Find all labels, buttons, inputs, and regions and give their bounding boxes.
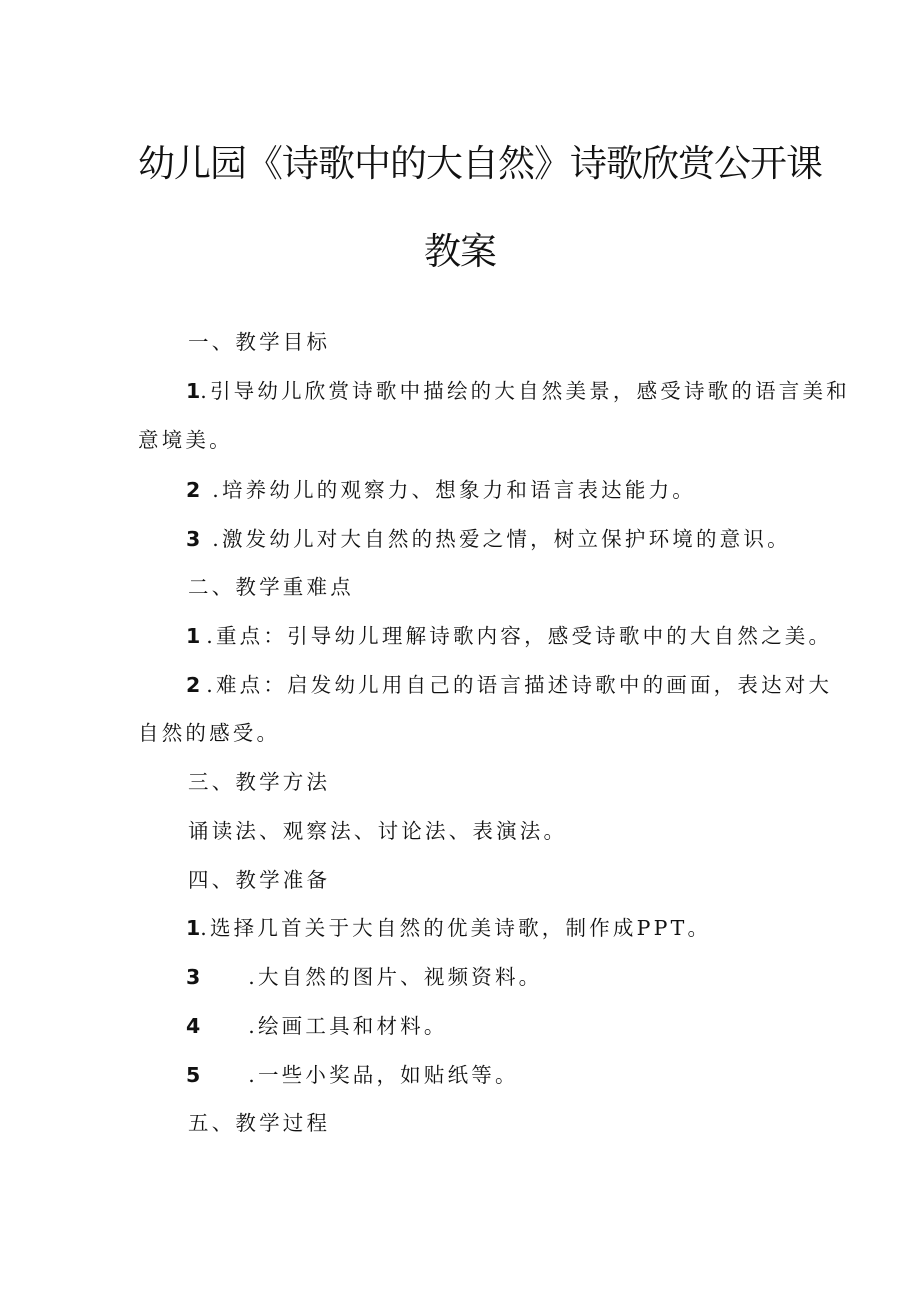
item-text: .选择几首关于大自然的优美诗歌，制作成PPT。 (200, 916, 712, 940)
section-4-item-2 (186, 962, 542, 992)
item-number: 1 (186, 624, 201, 648)
item-text: .难点：启发幼儿用自己的语言描述诗歌中的画面，表达对大 (206, 673, 833, 697)
section-3-heading: 三、教学方法 (188, 770, 331, 794)
section-3-text: 诵读法、观察法、讨论法、表演法。 (188, 819, 568, 843)
section-2-item-2-continuation: 自然的感受。 (138, 721, 281, 745)
section-2-item-2 (186, 670, 832, 700)
section-1-item-3 (186, 524, 791, 554)
item-number: 2 (186, 673, 201, 697)
item-text: .大自然的图片、视频资料。 (248, 965, 543, 989)
section-4-item-1 (186, 913, 711, 943)
section-1-item-1 (186, 376, 850, 406)
item-text: .激发幼儿对大自然的热爱之情，树立保护环境的意识。 (212, 527, 791, 551)
item-text: .一些小奖品，如贴纸等。 (248, 1063, 519, 1087)
item-text: .重点：引导幼儿理解诗歌内容，感受诗歌中的大自然之美。 (206, 624, 833, 648)
section-1-item-1-continuation: 意境美。 (138, 428, 233, 452)
section-1-item-2 (186, 475, 696, 505)
item-text: .绘画工具和材料。 (248, 1014, 448, 1038)
document-title-line-1: 幼儿园《诗歌中的大自然》诗歌欣赏公开课 (138, 142, 822, 185)
item-number: 4 (186, 1014, 201, 1038)
document-title-line-2: 教案 (424, 230, 496, 273)
item-number: 3 (186, 965, 201, 989)
section-5-heading: 五、教学过程 (188, 1111, 331, 1135)
item-number: 3 (186, 527, 201, 551)
item-text: .培养幼儿的观察力、想象力和语言表达能力。 (212, 478, 696, 502)
item-number: 1 (186, 916, 201, 940)
section-4-item-3 (186, 1011, 448, 1041)
section-2-item-1 (186, 621, 832, 651)
item-text: .引导幼儿欣赏诗歌中描绘的大自然美景，感受诗歌的语言美和 (200, 379, 850, 403)
section-4-item-4 (186, 1060, 519, 1090)
section-1-heading: 一、教学目标 (188, 330, 331, 354)
section-4-heading: 四、教学准备 (188, 868, 331, 892)
section-2-heading: 二、教学重难点 (188, 575, 354, 599)
item-number: 5 (186, 1063, 201, 1087)
item-number: 2 (186, 478, 201, 502)
item-number: 1 (186, 379, 201, 403)
